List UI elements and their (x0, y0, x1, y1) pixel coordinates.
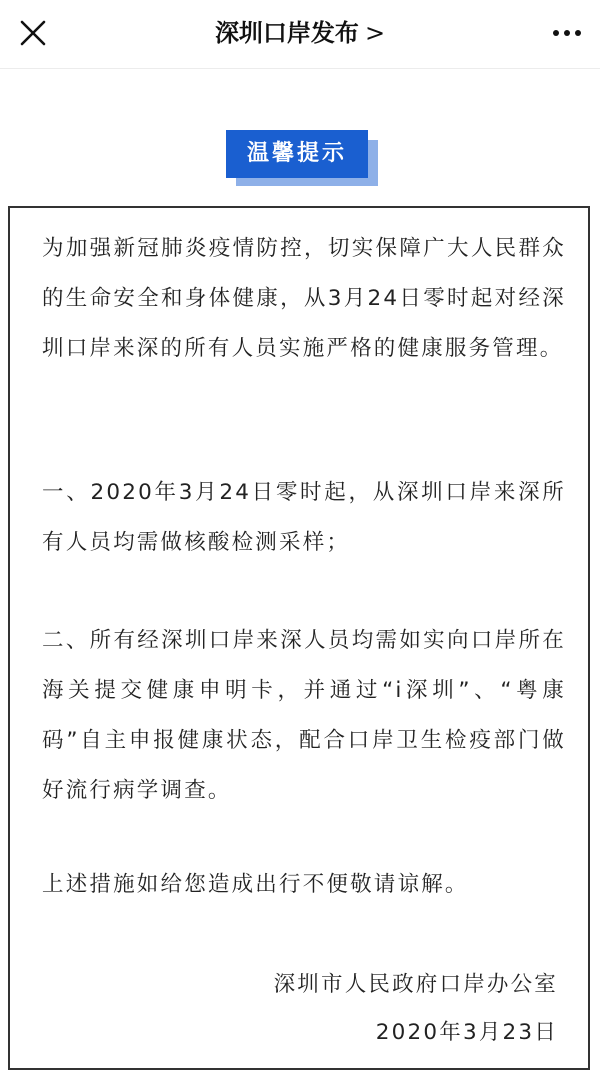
top-navbar (0, 0, 600, 69)
banner-title: 温馨提示 (226, 130, 368, 178)
chevron-right-icon: > (364, 19, 386, 47)
signature-date: 2020年3月23日 (375, 1020, 558, 1045)
notice-paragraph-item-1: 一、2020年3月24日零时起，从深圳口岸来深所有人员均需做核酸检测采样； (42, 480, 566, 555)
signature-organization: 深圳市人民政府口岸办公室 (273, 972, 558, 997)
notice-paragraph-intro: 为加强新冠肺炎疫情防控，切实保障广大人民群众的生命安全和身体健康，从3月24日零时起对经深圳口岸来深的所有人员实施严格的健康服务管理。 (42, 236, 566, 361)
more-icon[interactable] (552, 28, 582, 38)
notice-box (8, 206, 590, 1070)
notice-banner (226, 130, 380, 188)
account-title-link[interactable] (0, 16, 600, 50)
notice-paragraph-item-2: 二、所有经深圳口岸来深人员均需如实向口岸所在海关提交健康申明卡，并通过“i深圳”、“粤康码”自主申报健康状态，配合口岸卫生检疫部门做好流行病学调查。 (42, 628, 566, 803)
account-title: 深圳口岸发布 (214, 19, 359, 47)
notice-paragraph-closing: 上述措施如给您造成出行不便敬请谅解。 (42, 872, 469, 897)
